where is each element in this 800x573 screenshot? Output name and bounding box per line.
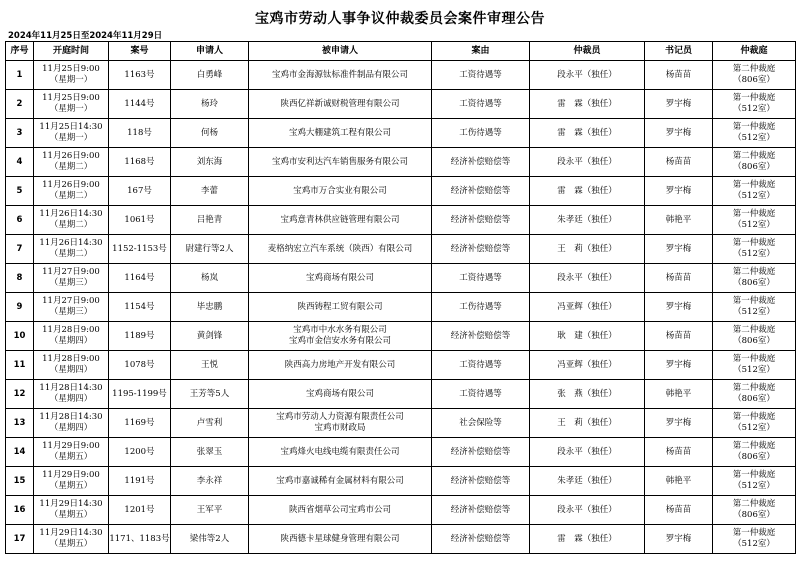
case-number: 1200号	[109, 438, 171, 467]
hearing-weekday: （星期三）	[49, 307, 93, 317]
header-case: 案号	[109, 42, 171, 61]
clerk-name: 杨苗苗	[645, 264, 713, 293]
hearing-weekday: （星期二）	[49, 191, 93, 201]
hearing-time-cell	[34, 496, 109, 525]
case-cause: 工资待遇等	[432, 61, 530, 90]
row-number: 1	[6, 61, 34, 90]
clerk-name: 罗宇梅	[645, 525, 713, 554]
arbitrator-name: 雷 霖（独任）	[530, 177, 645, 206]
hearing-time-cell	[34, 90, 109, 119]
hearing-time: 11月25日9:00	[42, 93, 100, 103]
hearing-time: 11月25日9:00	[42, 64, 100, 74]
court-room: （806室）	[733, 278, 775, 288]
court-room: （512室）	[733, 133, 775, 143]
respondent-name: 陕西高力房地产开发有限公司	[284, 359, 396, 370]
respondent-name: 宝鸡商场有限公司	[305, 388, 374, 399]
arbitrator-name: 朱孝廷（独任）	[530, 206, 645, 235]
court-name: 第二仲裁庭	[732, 64, 776, 74]
applicant-name: 尉建行等2人	[171, 235, 249, 264]
court-cell	[713, 264, 796, 293]
applicant-name: 杨岚	[171, 264, 249, 293]
court-room: （512室）	[733, 423, 775, 433]
court-name: 第一仲裁庭	[732, 296, 776, 306]
court-name: 第一仲裁庭	[732, 122, 776, 132]
court-room: （512室）	[733, 307, 775, 317]
court-room: （512室）	[733, 104, 775, 114]
respondent-cell	[249, 322, 432, 351]
arbitrator-name: 冯亚辉（独任）	[530, 293, 645, 322]
header-cause: 案由	[432, 42, 530, 61]
table-row	[6, 351, 796, 380]
case-cause: 经济补偿赔偿等	[432, 322, 530, 351]
respondent-name: 宝鸡商场有限公司	[305, 272, 374, 283]
hearing-time-cell	[34, 409, 109, 438]
applicant-name: 毕忠鹏	[171, 293, 249, 322]
page-title: 宝鸡市劳动人事争议仲裁委员会案件审理公告	[255, 11, 545, 27]
respondent-cell	[249, 409, 432, 438]
hearing-time: 11月27日9:00	[42, 296, 100, 306]
table-row	[6, 119, 796, 148]
hearing-time: 11月26日9:00	[42, 151, 100, 161]
respondent-cell	[249, 438, 432, 467]
court-name: 第一仲裁庭	[732, 180, 776, 190]
court-name: 第一仲裁庭	[732, 354, 776, 364]
respondent-cell	[249, 380, 432, 409]
table-row	[6, 264, 796, 293]
case-number: 167号	[109, 177, 171, 206]
court-name: 第一仲裁庭	[732, 209, 776, 219]
date-range: 2024年11月25日至2024年11月29日	[8, 31, 163, 41]
court-cell	[713, 90, 796, 119]
row-number: 8	[6, 264, 34, 293]
arbitrator-name: 雷 霖（独任）	[530, 90, 645, 119]
court-room: （806室）	[733, 394, 775, 404]
respondent-cell	[249, 206, 432, 235]
respondent-name: 陕西铸程工贸有限公司	[297, 301, 383, 312]
respondent-name: 陕西亿祥新诚财税管理有限公司	[280, 98, 400, 109]
case-cause: 经济补偿赔偿等	[432, 525, 530, 554]
hearing-time: 11月28日9:00	[42, 354, 100, 364]
table-row	[6, 61, 796, 90]
court-cell	[713, 438, 796, 467]
respondent-name: 宝鸡市万合实业有限公司	[293, 185, 387, 196]
hearing-weekday: （星期一）	[49, 104, 93, 114]
applicant-name: 李蕾	[171, 177, 249, 206]
case-cause: 社会保险等	[432, 409, 530, 438]
arbitrator-name: 王 莉（独任）	[530, 235, 645, 264]
case-cause: 工伤待遇等	[432, 119, 530, 148]
hearing-time: 11月25日14:30	[39, 122, 103, 132]
case-number: 1163号	[109, 61, 171, 90]
table-row	[6, 235, 796, 264]
hearing-time-cell	[34, 380, 109, 409]
row-number: 10	[6, 322, 34, 351]
respondent-cell	[249, 235, 432, 264]
applicant-name: 刘东海	[171, 148, 249, 177]
hearing-time: 11月29日9:00	[42, 470, 100, 480]
court-room: （806室）	[733, 162, 775, 172]
hearing-time-cell	[34, 322, 109, 351]
court-cell	[713, 293, 796, 322]
arbitrator-name: 段永平（独任）	[530, 148, 645, 177]
hearing-time-cell	[34, 525, 109, 554]
case-number: 1201号	[109, 496, 171, 525]
arbitrator-name: 段永平（独任）	[530, 496, 645, 525]
row-number: 11	[6, 351, 34, 380]
court-name: 第一仲裁庭	[732, 528, 776, 538]
respondent-cell	[249, 61, 432, 90]
respondent-cell	[249, 496, 432, 525]
applicant-name: 卢雪利	[171, 409, 249, 438]
table-row	[6, 496, 796, 525]
hearing-weekday: （星期四）	[49, 394, 93, 404]
respondent-cell	[249, 264, 432, 293]
arbitrator-name: 冯亚辉（独任）	[530, 351, 645, 380]
court-cell	[713, 119, 796, 148]
case-cause: 工资待遇等	[432, 264, 530, 293]
hearing-time-cell	[34, 206, 109, 235]
arbitrator-name: 张 燕（独任）	[530, 380, 645, 409]
applicant-name: 黄剑锋	[171, 322, 249, 351]
court-name: 第一仲裁庭	[732, 470, 776, 480]
case-number: 1164号	[109, 264, 171, 293]
respondent-cell	[249, 351, 432, 380]
row-number: 12	[6, 380, 34, 409]
applicant-name: 杨玲	[171, 90, 249, 119]
header-time: 开庭时间	[34, 42, 109, 61]
arbitrator-name: 段永平（独任）	[530, 438, 645, 467]
court-name: 第二仲裁庭	[732, 499, 776, 509]
table-row	[6, 90, 796, 119]
hearing-weekday: （星期三）	[49, 278, 93, 288]
respondent-name: 宝鸡意青林供应链管理有限公司	[280, 214, 400, 225]
court-name: 第一仲裁庭	[732, 93, 776, 103]
respondent-cell	[249, 177, 432, 206]
case-number: 1152-1153号	[109, 235, 171, 264]
clerk-name: 罗宇梅	[645, 119, 713, 148]
court-cell	[713, 206, 796, 235]
arbitrator-name: 王 莉（独任）	[530, 409, 645, 438]
clerk-name: 罗宇梅	[645, 90, 713, 119]
table-row	[6, 177, 796, 206]
court-name: 第二仲裁庭	[732, 151, 776, 161]
court-cell	[713, 409, 796, 438]
case-number: 1189号	[109, 322, 171, 351]
court-cell	[713, 351, 796, 380]
hearing-time-cell	[34, 438, 109, 467]
respondent-name: 宝鸡市劳动人力资源有限责任公司	[276, 412, 404, 422]
hearing-time: 11月28日9:00	[42, 325, 100, 335]
arbitrator-name: 段永平（独任）	[530, 264, 645, 293]
header-respondent: 被申请人	[249, 42, 432, 61]
hearing-time-cell	[34, 148, 109, 177]
case-cause: 经济补偿赔偿等	[432, 235, 530, 264]
applicant-name: 张翠玉	[171, 438, 249, 467]
court-room: （512室）	[733, 220, 775, 230]
row-number: 13	[6, 409, 34, 438]
court-room: （512室）	[733, 249, 775, 259]
case-number: 1144号	[109, 90, 171, 119]
respondent-name: 宝鸡市安利达汽车销售服务有限公司	[271, 156, 408, 167]
clerk-name: 杨苗苗	[645, 496, 713, 525]
court-name: 第二仲裁庭	[732, 383, 776, 393]
court-cell	[713, 61, 796, 90]
court-cell	[713, 525, 796, 554]
header-clerk: 书记员	[645, 42, 713, 61]
court-name: 第二仲裁庭	[732, 325, 776, 335]
respondent-cell	[249, 467, 432, 496]
row-number: 6	[6, 206, 34, 235]
arbitrator-name: 段永平（独任）	[530, 61, 645, 90]
hearing-weekday: （星期五）	[49, 452, 93, 462]
respondent-name: 宝鸡市中水水务有限公司	[293, 325, 387, 335]
court-room: （806室）	[733, 510, 775, 520]
clerk-name: 罗宇梅	[645, 177, 713, 206]
table-row	[6, 409, 796, 438]
case-cause: 经济补偿赔偿等	[432, 496, 530, 525]
table-body	[6, 61, 796, 554]
clerk-name: 罗宇梅	[645, 235, 713, 264]
applicant-name: 王芳等5人	[171, 380, 249, 409]
hearing-time-cell	[34, 264, 109, 293]
table-row	[6, 525, 796, 554]
arbitrator-name: 雷 霖（独任）	[530, 119, 645, 148]
applicant-name: 王悦	[171, 351, 249, 380]
clerk-name: 杨苗苗	[645, 148, 713, 177]
case-cause: 工资待遇等	[432, 351, 530, 380]
row-number: 4	[6, 148, 34, 177]
table-row	[6, 467, 796, 496]
header-no: 序号	[6, 42, 34, 61]
row-number: 9	[6, 293, 34, 322]
hearing-weekday: （星期四）	[49, 423, 93, 433]
case-number: 1078号	[109, 351, 171, 380]
hearing-time: 11月28日14:30	[39, 383, 103, 393]
respondent-name: 宝鸡市金信安水务有限公司	[288, 336, 391, 346]
respondent-name: 陕西德卡星球健身管理有限公司	[280, 533, 400, 544]
case-number: 1168号	[109, 148, 171, 177]
applicant-name: 梁伟等2人	[171, 525, 249, 554]
respondent-name: 宝鸡市嘉诚稀有金属材料有限公司	[276, 475, 404, 486]
hearing-time: 11月27日9:00	[42, 267, 100, 277]
row-number: 7	[6, 235, 34, 264]
hearing-time: 11月28日14:30	[39, 412, 103, 422]
hearing-weekday: （星期二）	[49, 162, 93, 172]
clerk-name: 罗宇梅	[645, 293, 713, 322]
row-number: 16	[6, 496, 34, 525]
arbitrator-name: 朱孝廷（独任）	[530, 467, 645, 496]
court-room: （512室）	[733, 365, 775, 375]
clerk-name: 罗宇梅	[645, 351, 713, 380]
table-header-row	[6, 42, 796, 61]
clerk-name: 韩艳平	[645, 380, 713, 409]
row-number: 2	[6, 90, 34, 119]
clerk-name: 杨苗苗	[645, 61, 713, 90]
hearing-time-cell	[34, 235, 109, 264]
respondent-name: 麦格纳宏立汽车系统（陕西）有限公司	[267, 243, 413, 254]
hearing-weekday: （星期四）	[49, 336, 93, 346]
applicant-name: 李永祥	[171, 467, 249, 496]
hearing-weekday: （星期二）	[49, 249, 93, 259]
court-room: （512室）	[733, 191, 775, 201]
header-arbitrator: 仲裁员	[530, 42, 645, 61]
case-number: 1195-1199号	[109, 380, 171, 409]
applicant-name: 王军平	[171, 496, 249, 525]
hearing-time: 11月26日9:00	[42, 180, 100, 190]
hearing-time-cell	[34, 119, 109, 148]
applicant-name: 何杨	[171, 119, 249, 148]
arbitrator-name: 雷 霖（独任）	[530, 525, 645, 554]
hearing-weekday: （星期五）	[49, 510, 93, 520]
case-number: 118号	[109, 119, 171, 148]
hearing-weekday: （星期一）	[49, 75, 93, 85]
court-room: （806室）	[733, 75, 775, 85]
hearing-time: 11月26日14:30	[39, 238, 103, 248]
row-number: 15	[6, 467, 34, 496]
applicant-name: 吕艳青	[171, 206, 249, 235]
hearing-weekday: （星期四）	[49, 365, 93, 375]
header-applicant: 申请人	[171, 42, 249, 61]
case-number: 1154号	[109, 293, 171, 322]
court-cell	[713, 496, 796, 525]
case-number: 1191号	[109, 467, 171, 496]
respondent-cell	[249, 119, 432, 148]
court-cell	[713, 148, 796, 177]
hearing-time: 11月29日14:30	[39, 528, 103, 538]
clerk-name: 罗宇梅	[645, 409, 713, 438]
hearing-weekday: （星期五）	[49, 481, 93, 491]
hearing-time: 11月29日14:30	[39, 499, 103, 509]
court-room: （806室）	[733, 336, 775, 346]
case-cause: 经济补偿赔偿等	[432, 438, 530, 467]
arbitrator-name: 耿 建（独任）	[530, 322, 645, 351]
court-cell	[713, 322, 796, 351]
court-room: （806室）	[733, 452, 775, 462]
respondent-name: 宝鸡烽火电线电缆有限责任公司	[280, 446, 400, 457]
respondent-cell	[249, 90, 432, 119]
clerk-name: 杨苗苗	[645, 438, 713, 467]
clerk-name: 杨苗苗	[645, 322, 713, 351]
case-cause: 经济补偿赔偿等	[432, 148, 530, 177]
court-cell	[713, 177, 796, 206]
hearing-weekday: （星期一）	[49, 133, 93, 143]
table-row	[6, 148, 796, 177]
hearing-time-cell	[34, 61, 109, 90]
case-number: 1061号	[109, 206, 171, 235]
applicant-name: 白勇峰	[171, 61, 249, 90]
court-name: 第一仲裁庭	[732, 238, 776, 248]
hearing-weekday: （星期二）	[49, 220, 93, 230]
respondent-cell	[249, 525, 432, 554]
clerk-name: 韩艳平	[645, 467, 713, 496]
hearing-time-cell	[34, 177, 109, 206]
case-cause: 工资待遇等	[432, 380, 530, 409]
header-court: 仲裁庭	[713, 42, 796, 61]
case-cause: 经济补偿赔偿等	[432, 467, 530, 496]
respondent-name: 陕西省烟草公司宝鸡市公司	[288, 504, 391, 515]
row-number: 3	[6, 119, 34, 148]
hearing-time: 11月26日14:30	[39, 209, 103, 219]
court-name: 第二仲裁庭	[732, 441, 776, 451]
court-cell	[713, 380, 796, 409]
hearing-time-cell	[34, 351, 109, 380]
respondent-cell	[249, 293, 432, 322]
respondent-name: 宝鸡大棚建筑工程有限公司	[288, 127, 391, 138]
court-name: 第一仲裁庭	[732, 412, 776, 422]
respondent-name: 宝鸡市财政局	[314, 423, 366, 433]
table-row	[6, 293, 796, 322]
hearing-time-cell	[34, 293, 109, 322]
table-row	[6, 438, 796, 467]
case-cause: 经济补偿赔偿等	[432, 206, 530, 235]
row-number: 14	[6, 438, 34, 467]
hearing-schedule-table	[5, 41, 796, 554]
table-row	[6, 322, 796, 351]
case-number: 1169号	[109, 409, 171, 438]
hearing-time-cell	[34, 467, 109, 496]
table-row	[6, 206, 796, 235]
respondent-name: 宝鸡市金海源钛标准件制品有限公司	[271, 69, 408, 80]
respondent-cell	[249, 148, 432, 177]
court-room: （512室）	[733, 481, 775, 491]
hearing-weekday: （星期五）	[49, 539, 93, 549]
row-number: 17	[6, 525, 34, 554]
court-room: （512室）	[733, 539, 775, 549]
table-row	[6, 380, 796, 409]
row-number: 5	[6, 177, 34, 206]
court-name: 第二仲裁庭	[732, 267, 776, 277]
court-cell	[713, 235, 796, 264]
court-cell	[713, 467, 796, 496]
case-number: 1171、1183号	[109, 525, 171, 554]
clerk-name: 韩艳平	[645, 206, 713, 235]
case-cause: 工资待遇等	[432, 90, 530, 119]
case-cause: 工伤待遇等	[432, 293, 530, 322]
case-cause: 经济补偿赔偿等	[432, 177, 530, 206]
hearing-time: 11月29日9:00	[42, 441, 100, 451]
